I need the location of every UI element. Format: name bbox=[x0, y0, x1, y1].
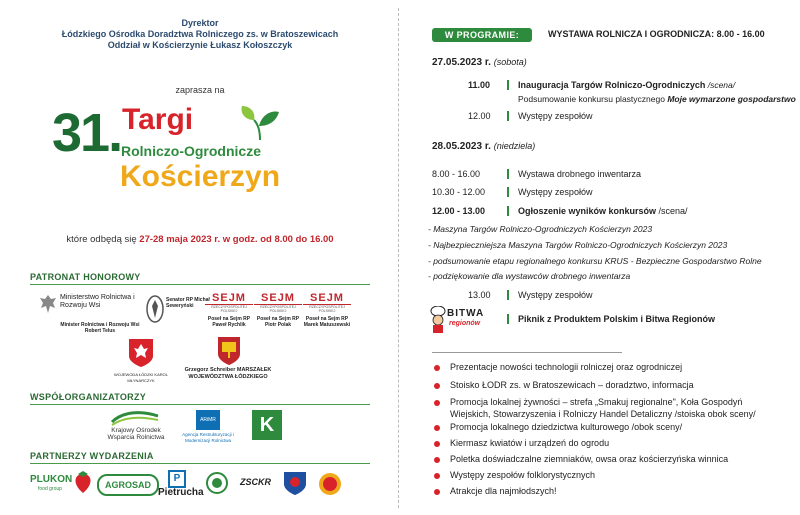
sejm-logo-2 bbox=[254, 292, 302, 328]
header-line-1: Dyrektor bbox=[181, 18, 219, 28]
arimr-caption: Agencja Restrukturyzacji i Modernizacji Rolnictwa bbox=[182, 432, 234, 443]
partner-shield-icon bbox=[282, 470, 308, 496]
d1-r1-sub-label: Podsumowanie konkursu plastycznego bbox=[518, 94, 665, 104]
patronat-heading: PATRONAT HONOROWY bbox=[30, 272, 141, 282]
results-item-4: - podziękowanie dla wystawców drobnego inwentarza bbox=[428, 271, 631, 281]
d2-r4-bar bbox=[507, 290, 509, 300]
bullet-item-8: Atrakcje dla najmłodszych! bbox=[450, 486, 557, 496]
ministry-caption: Minister Rolnictwa i Rozwoju Wsi Robert Telus bbox=[60, 322, 140, 334]
bitwa-sub: regionów bbox=[449, 320, 481, 327]
leaf-sprout-icon bbox=[240, 104, 280, 140]
pietrucha-mark-icon: P bbox=[168, 470, 186, 488]
d1-r1-scene: /scena/ bbox=[705, 80, 736, 90]
bullet-item-3: Promocja lokalnej żywności – strefa „Smakuj regionalne", Koła Gospodyń bbox=[450, 397, 743, 407]
d2-r1-bar bbox=[507, 169, 509, 179]
sejm-sub-2: RZECZYPOSPOLITEJ POLSKIEJ bbox=[260, 305, 296, 313]
bullet-dot bbox=[434, 441, 440, 447]
d2-r3-scene: /scena/ bbox=[656, 206, 688, 216]
event-dates bbox=[0, 234, 400, 245]
sejm-sub-1: RZECZYPOSPOLITEJ POLSKIEJ bbox=[211, 305, 247, 313]
krus-logo: K bbox=[252, 410, 282, 440]
wojewoda-caption: WOJEWODA ŁÓDZKI KAROL MŁYNARCZYK bbox=[113, 372, 168, 383]
program-badge: W PROGRAMIE: bbox=[432, 28, 532, 42]
d1-r2-text: Występy zespołów bbox=[518, 111, 593, 121]
bullet-item-5: Kiermasz kwiatów i urządzeń do ogrodu bbox=[450, 438, 610, 448]
kowr-logo-icon bbox=[110, 408, 160, 426]
strawberry-logo-icon bbox=[72, 470, 94, 494]
piknik-text: Piknik z Produktem Polskim i Bitwa Regionów bbox=[518, 314, 716, 324]
bullet-item-6: Poletka doświadczalne ziemniaków, owsa oraz kościerzyńska winnica bbox=[450, 454, 729, 464]
posel-1-caption: Poseł na Sejm RP Paweł Rychlik bbox=[207, 316, 251, 328]
partnerzy-heading: PARTNERZY WYDARZENIA bbox=[30, 451, 154, 461]
partner-badge-icon bbox=[318, 472, 342, 496]
partner-seal-icon bbox=[206, 472, 228, 494]
d2-r3-bar bbox=[507, 206, 509, 216]
arimr-logo: ARiMR bbox=[196, 410, 220, 430]
day1-heading bbox=[432, 57, 527, 68]
day1-note: (sobota) bbox=[493, 57, 527, 67]
sejm-label-3: SEJM bbox=[303, 292, 351, 305]
results-item-3: - podsumowanie etapu regionalnego konkursu KRUS - Bezpieczne Gospodarstwo Rolne bbox=[428, 256, 762, 266]
title-subtitle: Rolniczo-Ogrodnicze bbox=[121, 143, 261, 159]
edition-number: 31. bbox=[52, 103, 122, 163]
d2-r3-text bbox=[518, 206, 688, 216]
d2-r4-time: 13.00 bbox=[468, 290, 491, 300]
bitwa-logo: BITWA bbox=[447, 308, 485, 319]
bullet-dot bbox=[434, 383, 440, 389]
sejm-logo-3 bbox=[303, 292, 351, 328]
senate-emblem-icon bbox=[146, 294, 164, 324]
bullet-item-2: Stoisko ŁODR zs. w Bratoszewicach – doradztwo, informacja bbox=[450, 380, 694, 390]
wspolorg-heading: WSPÓŁORGANIZATORZY bbox=[30, 392, 147, 402]
d1-r1-sub bbox=[518, 94, 796, 104]
bullet-dot bbox=[434, 425, 440, 431]
d1-r1-text bbox=[518, 80, 735, 90]
piknik-bar bbox=[507, 314, 509, 324]
posel-2-caption: Poseł na Sejm RP Piotr Polak bbox=[256, 316, 300, 328]
dates-prefix: które odbędą się bbox=[66, 234, 137, 245]
kowr-caption: Krajowy Ośrodek Wsparcia Rolnictwa bbox=[107, 427, 165, 441]
page-divider bbox=[398, 8, 399, 508]
bullet-item-7: Występy zespołów folklorystycznych bbox=[450, 470, 595, 480]
results-item-1: - Maszyna Targów Rolniczo-Ogrodniczych Kościerzyn 2023 bbox=[428, 224, 653, 234]
eagle-emblem-icon bbox=[38, 293, 58, 315]
sejm-sub-3: RZECZYPOSPOLITEJ POLSKIEJ bbox=[309, 305, 345, 313]
bullet-dot bbox=[434, 489, 440, 495]
zsckr-logo: ZSCKR bbox=[240, 477, 271, 487]
header-line-3: Oddział w Kościerzynie Łukasz Kołoszczyk bbox=[107, 40, 293, 50]
plukon-logo: PLUKON bbox=[30, 474, 73, 485]
sejm-label-1: SEJM bbox=[205, 292, 253, 305]
lodzkie-crest-icon bbox=[217, 336, 241, 366]
d1-r1-bar bbox=[507, 80, 509, 90]
senator-caption: Senator RP Michał Seweryński bbox=[166, 297, 210, 309]
d2-r3-label: Ogłoszenie wyników konkursów bbox=[518, 206, 657, 216]
results-item-2: - Najbezpieczniejsza Maszyna Targów Rolniczo-Ogrodniczych Kościerzyn 2023 bbox=[428, 240, 728, 250]
d2-r1-time: 8.00 - 16.00 bbox=[432, 169, 481, 179]
d2-r2-bar bbox=[507, 187, 509, 197]
day1-date: 27.05.2023 r. bbox=[432, 57, 491, 68]
bullet-dot bbox=[434, 365, 440, 371]
sejm-logo-1 bbox=[205, 292, 253, 328]
agrosad-logo: AGROSAD bbox=[97, 474, 159, 496]
chef-mascot-icon bbox=[430, 306, 446, 334]
sejm-label-2: SEJM bbox=[254, 292, 302, 305]
dates-highlight: 27-28 maja 2023 r. w godz. od 8.00 do 16.00 bbox=[139, 234, 334, 245]
d2-r2-time: 10.30 - 12.00 bbox=[432, 187, 486, 197]
bullet-dot bbox=[434, 400, 440, 406]
ministry-name: Ministerstwo Rolnictwa i Rozwoju Wsi bbox=[60, 294, 135, 309]
wojewoda-crest-icon bbox=[128, 338, 154, 368]
plukon-sub: food group bbox=[38, 486, 62, 492]
bullet-dot bbox=[434, 457, 440, 463]
d2-r3-time: 12.00 - 13.00 bbox=[432, 206, 486, 216]
title-targi: Targi bbox=[122, 103, 194, 136]
partnerzy-divider bbox=[30, 463, 370, 464]
bullet-item-3-cont: Wiejskich, Stowarzyszenia i Rolniczy Handel Detaliczny /stoiska obok sceny/ bbox=[450, 409, 756, 419]
program-title: WYSTAWA ROLNICZA I OGRODNICZA: 8.00 - 16.00 bbox=[548, 29, 765, 39]
bullet-item-1: Prezentacje nowości technologii rolniczej oraz ogrodniczej bbox=[450, 362, 683, 372]
d1-r2-bar bbox=[507, 111, 509, 121]
patronat-divider bbox=[30, 284, 370, 285]
program-divider bbox=[432, 352, 622, 353]
invite-text: zaprasza na bbox=[175, 85, 225, 95]
wspolorg-divider bbox=[30, 404, 370, 405]
d1-r1-label: Inauguracja Targów Rolniczo-Ogrodniczych bbox=[518, 80, 706, 90]
d1-r2-time: 12.00 bbox=[468, 111, 491, 121]
posel-3-caption: Poseł na Sejm RP Marek Matuszewski bbox=[303, 316, 351, 328]
day2-heading bbox=[432, 141, 535, 152]
bullet-dot bbox=[434, 473, 440, 479]
d2-r1-text: Wystawa drobnego inwentarza bbox=[518, 169, 641, 179]
d1-r1-time: 11.00 bbox=[468, 80, 491, 90]
header-line-2: Łódzkiego Ośrodka Doradztwa Rolniczego zs. w Bratoszewicach bbox=[61, 29, 339, 39]
d2-r4-text: Występy zespołów bbox=[518, 290, 593, 300]
day2-note: (niedziela) bbox=[493, 141, 536, 151]
bullet-item-4: Promocja lokalnego dziedzictwa kulturowego /obok sceny/ bbox=[450, 422, 683, 432]
pietrucha-logo: Pietrucha bbox=[158, 487, 204, 498]
d1-r1-sub-italic: Moje wymarzone gospodarstwo bbox=[667, 94, 796, 104]
marszalek-caption: Grzegorz Schreiber MARSZAŁEK WOJEWÓDZTWA ŁÓDZKIEGO bbox=[184, 367, 272, 380]
day2-date: 28.05.2023 r. bbox=[432, 141, 491, 152]
title-city: Kościerzyn bbox=[120, 160, 281, 193]
d2-r2-text: Występy zespołów bbox=[518, 187, 593, 197]
